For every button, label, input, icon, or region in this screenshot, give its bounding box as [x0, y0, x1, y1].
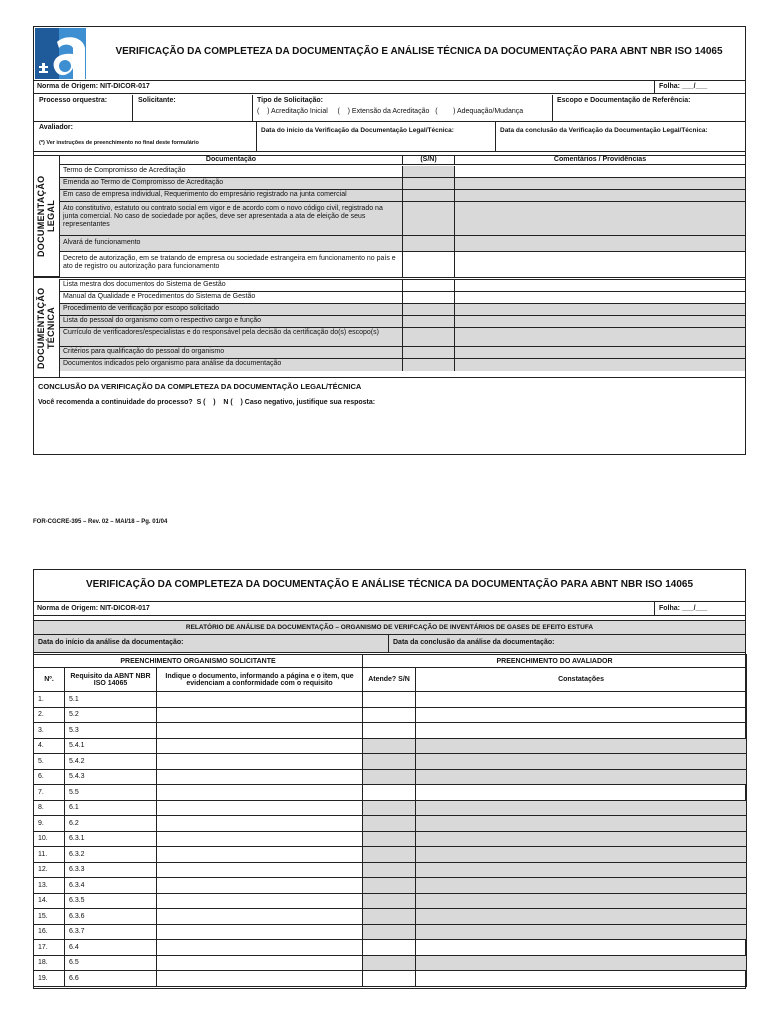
- comment-input[interactable]: [455, 202, 745, 236]
- indique-input[interactable]: [157, 738, 363, 754]
- indique-input[interactable]: [157, 769, 363, 785]
- atende-input[interactable]: [363, 816, 416, 832]
- col-sn: (S/N): [403, 156, 455, 165]
- row-number: 4.: [34, 738, 65, 754]
- comment-input[interactable]: [455, 292, 745, 304]
- requisito: 6.4: [65, 940, 157, 956]
- norma-origem: Norma de Origem: NIT-DICOR-017: [37, 605, 150, 612]
- atende-input[interactable]: [363, 924, 416, 940]
- table-row: [34, 847, 747, 863]
- indique-input[interactable]: [157, 800, 363, 816]
- escopo-field[interactable]: Escopo e Documentação de Referência:: [557, 97, 691, 104]
- requisito: 6.3.3: [65, 862, 157, 878]
- row-number: 18.: [34, 955, 65, 971]
- norma-row: [34, 601, 745, 616]
- table-row: [34, 955, 747, 971]
- indique-input[interactable]: [157, 847, 363, 863]
- sn-input[interactable]: [403, 190, 455, 202]
- comment-input[interactable]: [455, 190, 745, 202]
- table-row: [34, 800, 747, 816]
- indique-input[interactable]: [157, 723, 363, 739]
- requisito: 6.3.1: [65, 831, 157, 847]
- indique-input[interactable]: [157, 785, 363, 801]
- constatacoes-input[interactable]: [416, 847, 747, 863]
- table-row: [60, 280, 745, 292]
- requisito: 6.3.2: [65, 847, 157, 863]
- requisito: 6.3.4: [65, 878, 157, 894]
- row-number: 9.: [34, 816, 65, 832]
- col-documentacao: Documentação: [60, 156, 403, 165]
- requisito: 6.2: [65, 816, 157, 832]
- doc-item: Documentos indicados pelo organismo para análise da documentação: [60, 359, 403, 371]
- atende-input[interactable]: [363, 847, 416, 863]
- table-row: [34, 754, 747, 770]
- sn-input[interactable]: [403, 252, 455, 277]
- indique-input[interactable]: [157, 707, 363, 723]
- table-row: [34, 723, 747, 739]
- doc-item: Termo de Compromisso de Acreditação: [60, 166, 403, 178]
- row-number: 12.: [34, 862, 65, 878]
- header-row: [34, 27, 745, 81]
- avaliador-row: [34, 122, 745, 152]
- sn-input[interactable]: [403, 359, 455, 371]
- avaliador-field[interactable]: [34, 122, 253, 151]
- data-inicio-field[interactable]: Data do início da Verificação da Documentação Legal/Técnica:: [256, 122, 496, 151]
- table-row: [34, 893, 747, 909]
- tecnica-side: [34, 279, 60, 378]
- tipo-label: Tipo de Solicitação:: [257, 97, 323, 104]
- indique-input[interactable]: [157, 862, 363, 878]
- table-row: [34, 707, 747, 723]
- indique-input[interactable]: [157, 831, 363, 847]
- constatacoes-input[interactable]: [416, 893, 747, 909]
- sn-input[interactable]: [403, 202, 455, 236]
- atende-input[interactable]: [363, 738, 416, 754]
- comment-input[interactable]: [455, 252, 745, 277]
- requisito: 5.5: [65, 785, 157, 801]
- requisito: 6.6: [65, 971, 157, 987]
- requisito: 6.5: [65, 955, 157, 971]
- comment-input[interactable]: [455, 347, 745, 359]
- processo-row: [34, 95, 745, 122]
- sec-solicitante: PREENCHIMENTO ORGANISMO SOLICITANTE: [34, 655, 363, 668]
- row-number: 17.: [34, 940, 65, 956]
- documentation-table: [34, 155, 745, 378]
- atende-input[interactable]: [363, 831, 416, 847]
- constatacoes-input[interactable]: [416, 707, 747, 723]
- atende-input[interactable]: [363, 769, 416, 785]
- row-number: 16.: [34, 924, 65, 940]
- comment-input[interactable]: [455, 178, 745, 190]
- doc-item: Decreto de autorização, em se tratando de empresa ou sociedade estrangeira em funcionamento no país e ato de registro ou autorização para funcionamento: [60, 252, 403, 277]
- col-atende: Atende? S/N: [363, 668, 416, 692]
- requisitos-table: [33, 654, 746, 987]
- col-constatacoes: Constatações: [416, 668, 747, 692]
- tipo-solicitacao[interactable]: [253, 95, 553, 121]
- constatacoes-input[interactable]: [416, 909, 747, 925]
- constatacoes-input[interactable]: [416, 738, 747, 754]
- norma-origem: Norma de Origem: NIT-DICOR-017: [37, 83, 150, 90]
- table-row: [34, 831, 747, 847]
- constatacoes-input[interactable]: [416, 692, 747, 708]
- instrucoes-note: (*) Ver instruções de preenchimento no final deste formulário: [39, 140, 199, 146]
- folha-field[interactable]: Folha: ___/___: [654, 602, 745, 615]
- col-comentarios: Comentários / Providências: [455, 156, 745, 165]
- table-row: [34, 692, 747, 708]
- doc-item: Procedimento de verificação por escopo solicitado: [60, 304, 403, 316]
- doc-item: Emenda ao Termo de Compromisso de Acreditação: [60, 178, 403, 190]
- processo-field[interactable]: Processo orquestra:: [34, 95, 133, 121]
- page-footer: FOR-CGCRE-395 – Rev. 02 – MAI/18 – Pg. 01/04: [33, 519, 168, 525]
- folha-field[interactable]: Folha: ___/___: [654, 81, 745, 93]
- row-number: 5.: [34, 754, 65, 770]
- atende-input[interactable]: [363, 971, 416, 987]
- comment-input[interactable]: [455, 166, 745, 178]
- indique-input[interactable]: [157, 955, 363, 971]
- table-row: [60, 304, 745, 316]
- comment-input[interactable]: [455, 280, 745, 292]
- solicitante-field[interactable]: Solicitante:: [133, 95, 253, 121]
- atende-input[interactable]: [363, 893, 416, 909]
- row-number: 10.: [34, 831, 65, 847]
- requisito: 6.3.6: [65, 909, 157, 925]
- atende-input[interactable]: [363, 909, 416, 925]
- tecnica-label: DOCUMENTAÇÃO TÉCNICA: [36, 287, 56, 369]
- constatacoes-input[interactable]: [416, 924, 747, 940]
- form-page-1: [33, 26, 746, 455]
- sn-input[interactable]: [403, 166, 455, 178]
- table-row: [60, 252, 745, 277]
- comment-input[interactable]: [455, 316, 745, 328]
- atende-input[interactable]: [363, 862, 416, 878]
- dates-row: [34, 635, 745, 653]
- data-inicio-field[interactable]: Data do início da análise da documentação:: [34, 635, 389, 652]
- requisito: 5.1: [65, 692, 157, 708]
- indique-input[interactable]: [157, 971, 363, 987]
- table-row: [60, 236, 745, 252]
- doc-item: Alvará de funcionamento: [60, 236, 403, 252]
- sn-input[interactable]: [403, 328, 455, 347]
- indique-input[interactable]: [157, 816, 363, 832]
- doc-item: Manual da Qualidade e Procedimentos do Sistema de Gestão: [60, 292, 403, 304]
- table-row: [34, 769, 747, 785]
- col-indique: Indique o documento, informando a página e o item, que evidenciam a conformidade com o requisito: [157, 668, 363, 692]
- conclusao-title: CONCLUSÃO DA VERIFICAÇÃO DA COMPLETEZA DA DOCUMENTAÇÃO LEGAL/TÉCNICA: [38, 382, 362, 391]
- inmetro-logo: [35, 28, 86, 79]
- constatacoes-input[interactable]: [416, 955, 747, 971]
- atende-input[interactable]: [363, 692, 416, 708]
- indique-input[interactable]: [157, 924, 363, 940]
- doc-item: Critérios para qualificação do pessoal do organismo: [60, 347, 403, 359]
- table-row: [34, 940, 747, 956]
- requisito: 5.3: [65, 723, 157, 739]
- requisito: 5.4.3: [65, 769, 157, 785]
- row-number: 19.: [34, 971, 65, 987]
- requisito: 5.4.1: [65, 738, 157, 754]
- table-row: [34, 909, 747, 925]
- table-row: [34, 785, 747, 801]
- constatacoes-input[interactable]: [416, 769, 747, 785]
- table-row: [60, 178, 745, 190]
- table-row: [34, 924, 747, 940]
- comment-input[interactable]: [455, 328, 745, 347]
- doc-item: Ato constitutivo, estatuto ou contrato social em vigor e de acordo com o novo código civil, registrado na junta comercial. No caso de sociedade por ações, deve ser apresentada a ata de eleição de seus representantes: [60, 202, 403, 236]
- norma-row: [34, 81, 745, 94]
- comment-input[interactable]: [455, 236, 745, 252]
- doc-item: Em caso de empresa individual, Requerimento do empresário registrado na junta comercial: [60, 190, 403, 202]
- avaliador-label: Avaliador:: [39, 124, 73, 131]
- sn-input[interactable]: [403, 304, 455, 316]
- atende-input[interactable]: [363, 754, 416, 770]
- atende-input[interactable]: [363, 955, 416, 971]
- requisito: 5.2: [65, 707, 157, 723]
- row-number: 13.: [34, 878, 65, 894]
- atende-input[interactable]: [363, 878, 416, 894]
- doc-item: Lista do pessoal do organismo com o respectivo cargo e função: [60, 316, 403, 328]
- table-row: [34, 816, 747, 832]
- atende-input[interactable]: [363, 723, 416, 739]
- constatacoes-input[interactable]: [416, 816, 747, 832]
- constatacoes-input[interactable]: [416, 785, 747, 801]
- constatacoes-input[interactable]: [416, 862, 747, 878]
- atende-input[interactable]: [363, 707, 416, 723]
- comment-input[interactable]: [455, 359, 745, 371]
- row-number: 6.: [34, 769, 65, 785]
- constatacoes-input[interactable]: [416, 800, 747, 816]
- requisito: 5.4.2: [65, 754, 157, 770]
- sn-input[interactable]: [403, 236, 455, 252]
- constatacoes-input[interactable]: [416, 971, 747, 987]
- legal-label: DOCUMENTAÇÃO LEGAL: [36, 175, 56, 257]
- tipo-options[interactable]: ( ) Acreditação Inicial ( ) Extensão da Acreditação ( ) Adequação/Mudança: [257, 108, 524, 115]
- relatorio-title: RELATÓRIO DE ANÁLISE DA DOCUMENTAÇÃO – ORGANISMO DE VERIFCAÇÃO DE INVENTÁRIOS DE GASES DE EFEITO ESTUFA: [34, 620, 745, 635]
- data-conclusao-field[interactable]: Data da conclusão da análise da documentação:: [393, 639, 555, 646]
- row-number: 8.: [34, 800, 65, 816]
- atende-input[interactable]: [363, 800, 416, 816]
- table-row: [60, 328, 745, 347]
- doc-item: Currículo de verificadores/especialistas e do responsável pela decisão da certificação do(s) escopo(s): [60, 328, 403, 347]
- constatacoes-input[interactable]: [416, 940, 747, 956]
- row-number: 1.: [34, 692, 65, 708]
- sn-input[interactable]: [403, 347, 455, 359]
- requisito: 6.1: [65, 800, 157, 816]
- indique-input[interactable]: [157, 909, 363, 925]
- requisitos-body: [34, 692, 747, 987]
- row-number: 15.: [34, 909, 65, 925]
- table-row: [60, 347, 745, 359]
- sn-input[interactable]: [403, 292, 455, 304]
- table-row: [60, 359, 745, 371]
- table-row: [34, 862, 747, 878]
- row-number: 11.: [34, 847, 65, 863]
- row-number: 3.: [34, 723, 65, 739]
- indique-input[interactable]: [157, 893, 363, 909]
- table-row: [60, 190, 745, 202]
- table-row: [34, 878, 747, 894]
- indique-input[interactable]: [157, 940, 363, 956]
- row-number: 7.: [34, 785, 65, 801]
- doc-item: Lista mestra dos documentos do Sistema de Gestão: [60, 280, 403, 292]
- row-number: 14.: [34, 893, 65, 909]
- atende-input[interactable]: [363, 785, 416, 801]
- table-row: [60, 166, 745, 178]
- sn-input[interactable]: [403, 316, 455, 328]
- legal-side: [34, 156, 60, 278]
- table-row: [34, 738, 747, 754]
- constatacoes-input[interactable]: [416, 723, 747, 739]
- conclusao-question[interactable]: Você recomenda a continuidade do processo? S ( ) N ( ) Caso negativo, justifique sua resposta:: [38, 399, 376, 406]
- col-n: Nº.: [34, 668, 65, 692]
- indique-input[interactable]: [157, 878, 363, 894]
- constatacoes-input[interactable]: [416, 754, 747, 770]
- comment-input[interactable]: [455, 304, 745, 316]
- row-number: 2.: [34, 707, 65, 723]
- section-header-row: [34, 655, 747, 668]
- table-row: [34, 971, 747, 987]
- requisito: 6.3.5: [65, 893, 157, 909]
- table-row: [60, 202, 745, 236]
- table-row: [60, 292, 745, 304]
- requisito: 6.3.7: [65, 924, 157, 940]
- indique-input[interactable]: [157, 754, 363, 770]
- form-title: VERIFICAÇÃO DA COMPLETEZA DA DOCUMENTAÇÃO E ANÁLISE TÉCNICA DA DOCUMENTAÇÃO PARA ABNT NBR ISO 14065: [85, 579, 694, 590]
- sn-input[interactable]: [403, 280, 455, 292]
- table-row: [60, 316, 745, 328]
- column-header-row: [34, 668, 747, 692]
- atende-input[interactable]: [363, 940, 416, 956]
- constatacoes-input[interactable]: [416, 878, 747, 894]
- sn-input[interactable]: [403, 178, 455, 190]
- form-page-2: [33, 569, 746, 989]
- sec-avaliador: PREENCHIMENTO DO AVALIADOR: [363, 655, 747, 668]
- col-requisito: Requisito da ABNT NBR ISO 14065: [65, 668, 157, 692]
- constatacoes-input[interactable]: [416, 831, 747, 847]
- data-conclusao-field[interactable]: Data da conclusão da Verificação da Documentação Legal/Técnica:: [500, 127, 708, 134]
- form-title: VERIFICAÇÃO DA COMPLETEZA DA DOCUMENTAÇÃO E ANÁLISE TÉCNICA DA DOCUMENTAÇÃO PARA ABNT NBR ISO 14065: [115, 46, 723, 57]
- indique-input[interactable]: [157, 692, 363, 708]
